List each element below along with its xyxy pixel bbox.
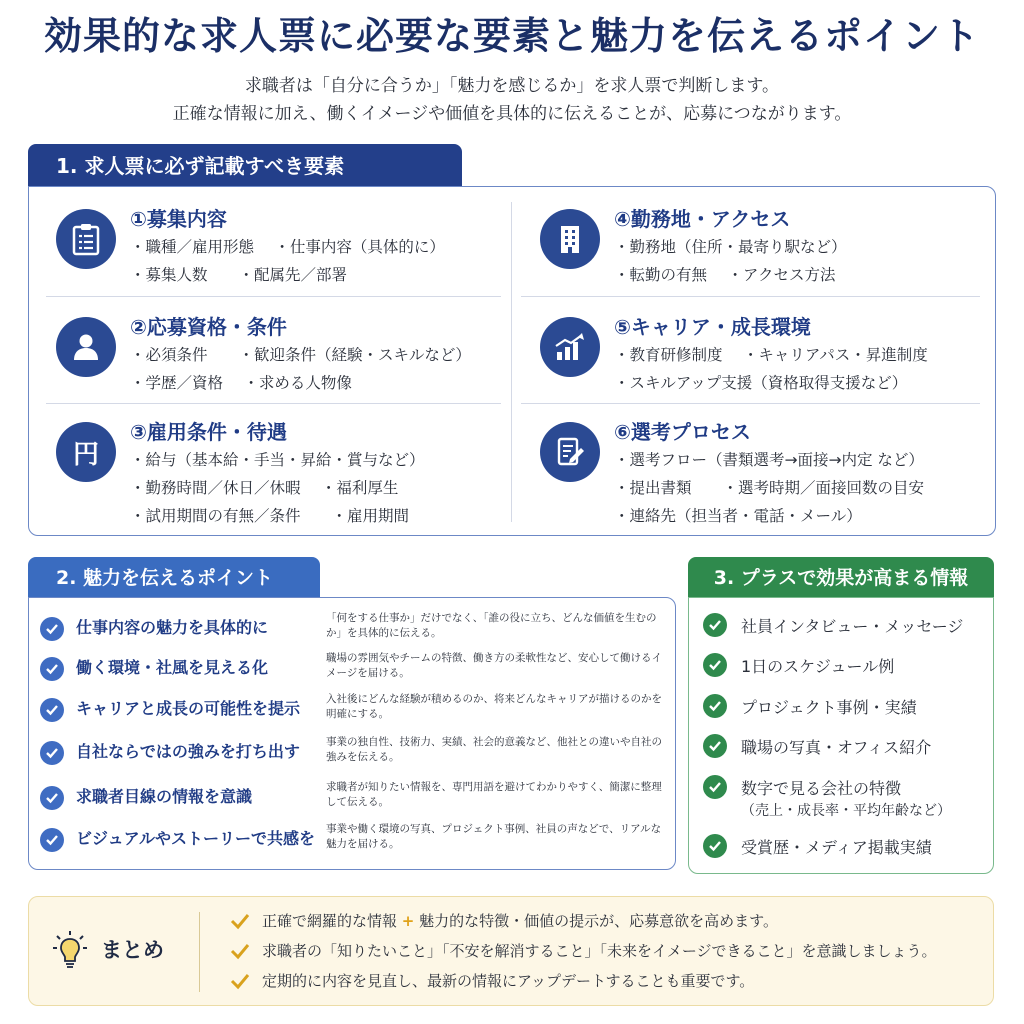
plus-info-item: [703, 734, 988, 764]
requirement-title: ③雇用条件・待遇: [130, 420, 287, 444]
page-subtitle-1: 求職者は「自分に合うか」「魅力を感じるか」を求人票で判断します。: [244, 76, 780, 96]
plus-info-text: 職場の写真・オフィス紹介: [741, 738, 932, 757]
appeal-point-description: 「何をする仕事か」だけでなく、「誰の役に立ち、どんな価値を生むのか」を具体的に伝える。: [326, 612, 657, 639]
requirement-line: ・連絡先（担当者・電話・メール）: [614, 507, 862, 525]
plus-info-text: 社員インタビュー・メッセージ: [741, 617, 964, 636]
summary-label: まとめ: [101, 938, 164, 962]
page-title: 効果的な求人票に必要な要素と魅力を伝えるポイント: [43, 14, 980, 58]
requirement-title: ⑤キャリア・成長環境: [614, 315, 811, 339]
appeal-point-description: 入社後にどんな経験が積めるのか、将来どんなキャリアが描けるのかを明確にする。: [326, 693, 662, 720]
summary-divider: [199, 912, 200, 992]
plus-icon: +: [401, 912, 415, 930]
appeal-point-title: ビジュアルやストーリーで共感を: [76, 829, 316, 848]
plus-info-text: 数字で見る会社の特徴: [741, 779, 902, 798]
requirement-career: [540, 317, 985, 397]
lightbulb-icon: [52, 930, 88, 978]
requirement-selection-process: [540, 420, 985, 525]
check-circle-icon: [40, 786, 64, 810]
plus-info-text: 受賞歴・メディア掲載実績: [741, 838, 932, 857]
appeal-point-title: 仕事内容の魅力を具体的に: [76, 618, 269, 637]
requirement-line: ・給与（基本給・手当・昇給・賞与など）: [130, 451, 425, 469]
building-icon: [540, 209, 600, 269]
check-circle-icon: [40, 617, 64, 641]
plus-info-text: 1日のスケジュール例: [741, 657, 895, 676]
check-icon: [230, 972, 250, 990]
person-icon: [56, 317, 116, 377]
requirement-line: ・転勤の有無 ・アクセス方法: [614, 266, 836, 284]
requirement-location: [540, 209, 985, 289]
section1-divider: [46, 296, 501, 297]
section1-title: 1. 求人票に必ず記載すべき要素: [28, 144, 462, 188]
section3-title: 3. プラスで効果が高まる情報: [688, 557, 994, 599]
requirement-line: ・勤務時間／休日／休暇 ・福利厚生: [130, 479, 399, 497]
appeal-point: [40, 735, 670, 775]
plus-info-item: [703, 653, 988, 683]
requirement-line: ・勤務地（住所・最寄り駅など）: [614, 238, 847, 256]
section2-title: 2. 魅力を伝えるポイント: [28, 557, 320, 599]
summary-text: 正確で網羅的な情報: [262, 912, 398, 930]
check-circle-icon: [40, 657, 64, 681]
requirement-line: ・選考フロー（書類選考→面接→内定 など）: [614, 451, 924, 469]
appeal-point-title: 働く環境・社風を見える化: [76, 658, 269, 677]
appeal-point: [40, 611, 670, 651]
plus-info-item: [703, 834, 988, 864]
section1-vertical-divider: [511, 202, 512, 522]
appeal-point-description: 求職者が知りたい情報を、専門用語を避けてわかりやすく、簡潔に整理して伝える。: [326, 781, 662, 808]
plus-info-text: プロジェクト事例・実績: [741, 698, 917, 717]
requirement-line: ・学歴／資格 ・求める人物像: [130, 374, 352, 392]
requirement-line: ・募集人数 ・配属先／部署: [130, 266, 348, 284]
summary-text: 定期的に内容を見直し、最新の情報にアップデートすることも重要です。: [262, 972, 755, 990]
check-circle-icon: [40, 828, 64, 852]
plus-info-item: [703, 694, 988, 724]
document-edit-icon: [540, 422, 600, 482]
check-circle-icon: [703, 775, 727, 799]
check-circle-icon: [703, 653, 727, 677]
clipboard-icon: [56, 209, 116, 269]
check-circle-icon: [40, 698, 64, 722]
requirement-title: ⑥選考プロセス: [614, 420, 751, 444]
requirement-line: ・スキルアップ支援（資格取得支援など）: [614, 374, 908, 392]
appeal-point-title: 求職者目線の情報を意識: [76, 787, 253, 806]
check-circle-icon: [703, 734, 727, 758]
requirement-title: ①募集内容: [130, 207, 227, 231]
summary-text: 魅力的な特徴・価値の提示が、応募意欲を高めます。: [419, 912, 778, 930]
check-circle-icon: [40, 741, 64, 765]
section1-divider: [46, 403, 501, 404]
check-circle-icon: [703, 694, 727, 718]
appeal-point: [40, 822, 670, 862]
section1-divider: [521, 403, 980, 404]
requirement-title: ④勤務地・アクセス: [614, 207, 791, 231]
requirement-recruitment-details: [56, 209, 501, 289]
check-circle-icon: [703, 834, 727, 858]
requirement-line: ・試用期間の有無／条件 ・雇用期間: [130, 507, 410, 525]
plus-info-item: [703, 775, 988, 825]
requirement-employment-terms: [56, 420, 501, 525]
appeal-point: [40, 651, 670, 691]
summary-text: 求職者の「知りたいこと」「不安を解消すること」「未来をイメージできること」を意識しましょう。: [262, 942, 937, 960]
check-icon: [230, 942, 250, 960]
appeal-point: [40, 692, 670, 732]
section1-divider: [521, 296, 980, 297]
appeal-point-title: 自社ならではの強みを打ち出す: [76, 742, 300, 761]
requirement-qualifications: [56, 317, 501, 397]
appeal-point: [40, 780, 670, 820]
requirement-line: ・教育研修制度 ・キャリアパス・昇進制度: [614, 346, 928, 364]
requirement-line: ・提出書類 ・選考時期／面接回数の目安: [614, 479, 925, 497]
requirement-line: ・必須条件 ・歓迎条件（経験・スキルなど）: [130, 346, 471, 364]
requirement-line: ・職種／雇用形態 ・仕事内容（具体的に）: [130, 238, 445, 256]
appeal-point-description: 事業の独自性、技術力、実績、社会的意義など、他社との違いや自社の強みを伝える。: [326, 736, 662, 763]
plus-info-subtext: （売上・成長率・平均年齢など）: [741, 803, 951, 819]
appeal-point-title: キャリアと成長の可能性を提示: [76, 699, 301, 718]
growth-chart-icon: [540, 317, 600, 377]
yen-icon: 円: [56, 422, 116, 482]
appeal-point-description: 職場の雰囲気やチームの特徴、働き方の柔軟性など、安心して働けるイメージを届ける。: [326, 652, 662, 679]
plus-info-item: [703, 613, 988, 643]
check-circle-icon: [703, 613, 727, 637]
appeal-point-description: 事業や働く環境の写真、プロジェクト事例、社員の声などで、リアルな魅力を届ける。: [326, 823, 662, 850]
check-icon: [230, 912, 250, 930]
page-subtitle-2: 正確な情報に加え、働くイメージや価値を具体的に伝えることが、応募につながります。: [172, 104, 852, 124]
requirement-title: ②応募資格・条件: [130, 315, 287, 339]
